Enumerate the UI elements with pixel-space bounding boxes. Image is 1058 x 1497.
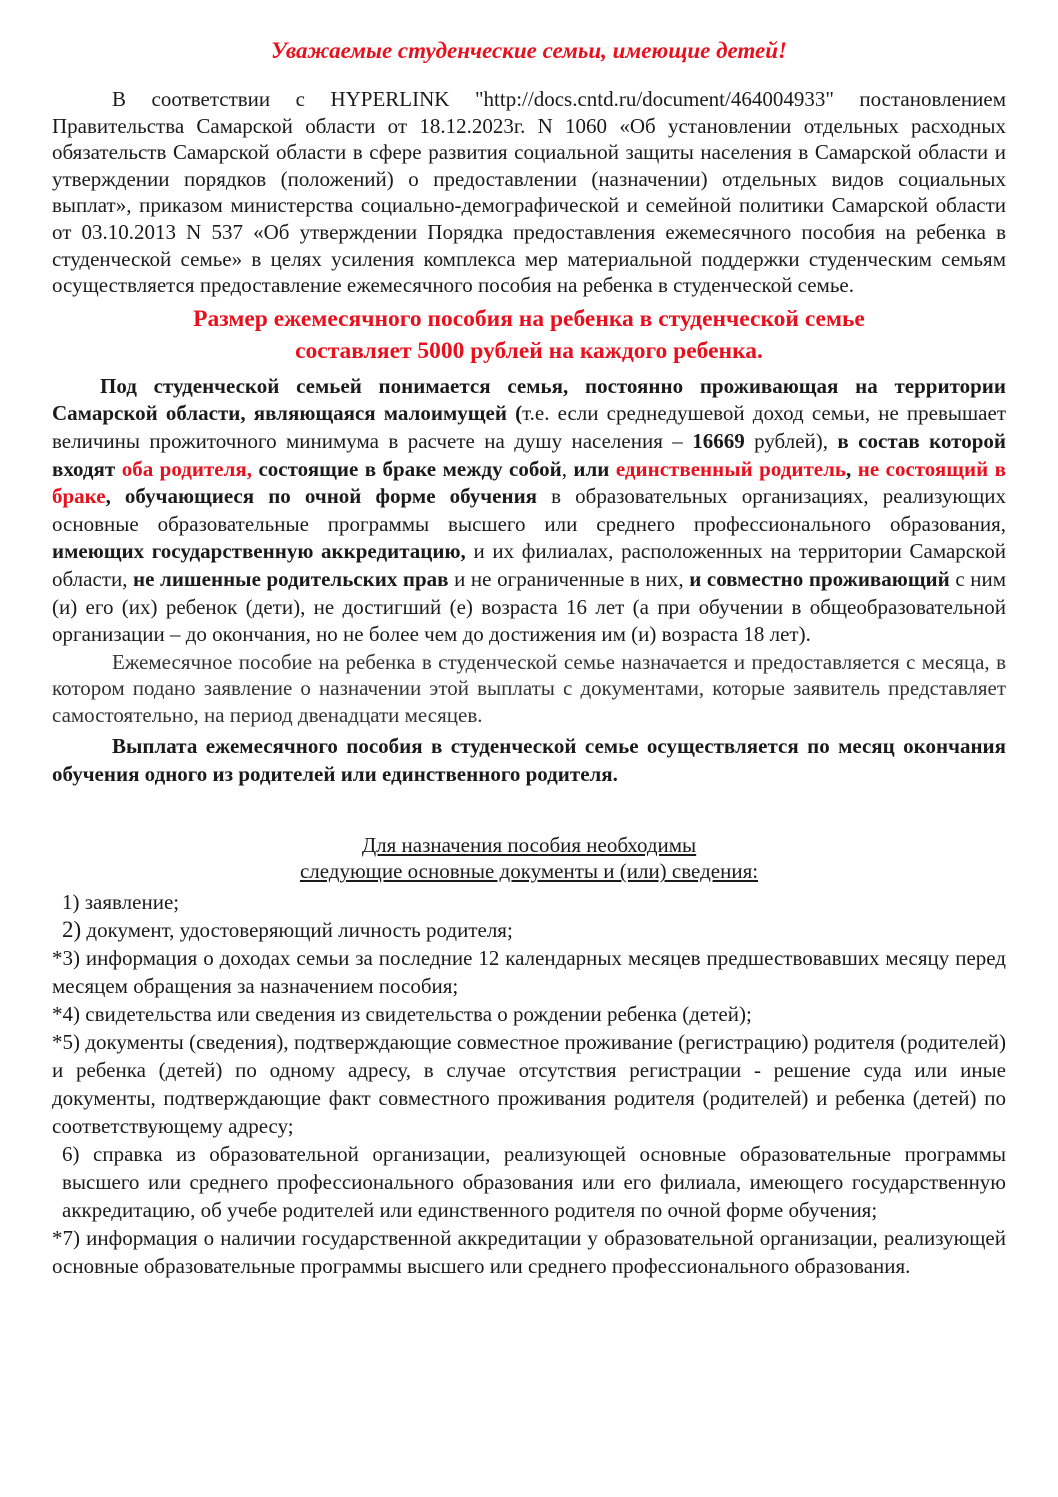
list-item-number: *7) (52, 1226, 80, 1251)
definition-part-20: с ним (и) его (их) ребенок (дети), не достигший (е) возраста 16 лет (а при обучении в общеобразовательной организации – до окончания, но не более чем до достижения им (и) возраста 18 лет). (52, 566, 1007, 647)
benefit-size-line-1: Размер ежемесячного пособия на ребенка в студенческой семье (193, 305, 865, 332)
definition-part-4: рублей), (744, 428, 838, 453)
definition-part-6: оба родителя, (121, 456, 253, 481)
list-item-number: *3) (52, 946, 80, 971)
list-item-text: информация о доходах семьи за последние 12 календарных месяцев предшествовавших месяцу перед месяцем обращения за назначением пособия; (52, 946, 1006, 999)
list-item-text: документ, удостоверяющий личность родителя; (81, 918, 513, 943)
definition-part-8: , (561, 456, 574, 481)
definition-part-7: состоящие в браке между собой (252, 456, 562, 481)
definition-part-16: и их филиалах, расположенных на территории Самарской области, (52, 539, 1006, 591)
list-item-text: информация о наличии государственной аккредитации у образовательной организации, реализующей основные образовательные программы высшего или среднего профессионального образования. (52, 1226, 1006, 1279)
definition-part-3: 16669 (692, 428, 745, 453)
benefit-size-heading (52, 303, 1006, 367)
definition-part-15: имеющих государственную аккредитацию, (52, 539, 466, 564)
definition-part-9: или (573, 456, 616, 481)
list-item (52, 1140, 1006, 1224)
list-item (52, 944, 1006, 1000)
list-item (52, 888, 1006, 916)
list-item (52, 1224, 1006, 1280)
documents-heading (52, 832, 1006, 884)
list-item (52, 916, 1006, 944)
list-item-text: справка из образовательной организации, реализующей основные образовательные программы высшего или среднего профессионального образования или его филиала, имеющего государственную аккредитацию, об учебе родителей или единственного родителя по очной форме обучения; (62, 1142, 1006, 1223)
definition-part-19: и совместно проживающий (689, 566, 950, 591)
definition-part-14: в образовательных организациях, реализующих основные образовательные программы высшего или среднего профессионального образования, (52, 484, 1007, 536)
definition-part-2: т.е. если среднедушевой доход семьи, не превышает величины прожиточного минимума в расчете на душу населения – (52, 401, 1006, 453)
list-item (52, 1028, 1006, 1140)
documents-list (52, 888, 1006, 1280)
definition-part-12: не состоящий в браке (52, 456, 1007, 509)
list-item-number: *4) (52, 1002, 80, 1027)
definition-part-1: Под студенческой семьей понимается семья, постоянно проживающая на территории Самарской области, являющаяся малоимущей ( (52, 373, 1006, 426)
list-item-number: 6) (62, 1142, 80, 1167)
benefit-size-line-2: составляет 5000 рублей на каждого ребенка. (295, 337, 763, 364)
list-item-text: свидетельства или сведения из свидетельства о рождении ребенка (детей); (80, 1002, 752, 1027)
definition-part-11: , (846, 456, 858, 481)
list-item-text: заявление; (79, 890, 180, 915)
list-item-number: *5) (52, 1030, 80, 1055)
definition-part-5: в состав которой входят (52, 428, 1007, 481)
definition-part-13: , обучающиеся по очной форме обучения (105, 484, 538, 509)
student-family-definition (52, 373, 1006, 649)
definition-part-10: единственный родитель (615, 456, 847, 481)
list-item-text: документы (сведения), подтверждающие совместное проживание (регистрацию) родителя (родителей) и ребенка (детей) по одному адресу, в случае отсутствия регистрации - решение суда или иные документы, подтверждающие факт совместного проживания родителя (родителей) и ребенка (детей) по соответствующему адресу; (52, 1030, 1006, 1139)
intro-paragraph: В соответствии с HYPERLINK "http://docs.cntd.ru/document/464004933" постановлением Правительства Самарской области от 18.12.2023г. N 1060 «Об установлении отдельных расходных обязательств Самарской области в сфере развития социальной защиты населения в Самарской области и утверждении порядков (положений) о предоставлении (назначении) отдельных видов социальных выплат», приказом министерства социально-демографической и семейной политики Самарской области от 03.10.2013 N 537 «Об утверждении Порядка предоставления ежемесячного пособия на ребенка в студенческой семье» в целях усиления комплекса мер материальной поддержки студенческим семьям осуществляется предоставление ежемесячного пособия на ребенка в студенческой семье. (52, 87, 1006, 298)
definition-part-17: не лишенные родительских прав (133, 566, 449, 591)
list-item-number: 1) (62, 890, 80, 915)
definition-part-18: и не ограниченные в них, (448, 566, 690, 591)
list-item (52, 1000, 1006, 1028)
page-title: Уважаемые студенческие семьи, имеющие детей! (270, 38, 787, 63)
documents-heading-line-2: следующие основные документы и (или) сведения: (299, 859, 759, 884)
list-item-number: 2) (62, 917, 82, 943)
documents-heading-line-1: Для назначения пособия необходимы (361, 833, 697, 858)
payout-paragraph: Выплата ежемесячного пособия в студенческой семье осуществляется по месяц окончания обучения одного из родителей или единственного родителя. (52, 734, 1006, 787)
benefit-period-paragraph: Ежемесячное пособие на ребенка в студенческой семье назначается и предоставляется с месяца, в котором подано заявление о назначении этой выплаты с документами, которые заявитель представляет самостоятельно, на период двенадцати месяцев. (52, 649, 1006, 727)
